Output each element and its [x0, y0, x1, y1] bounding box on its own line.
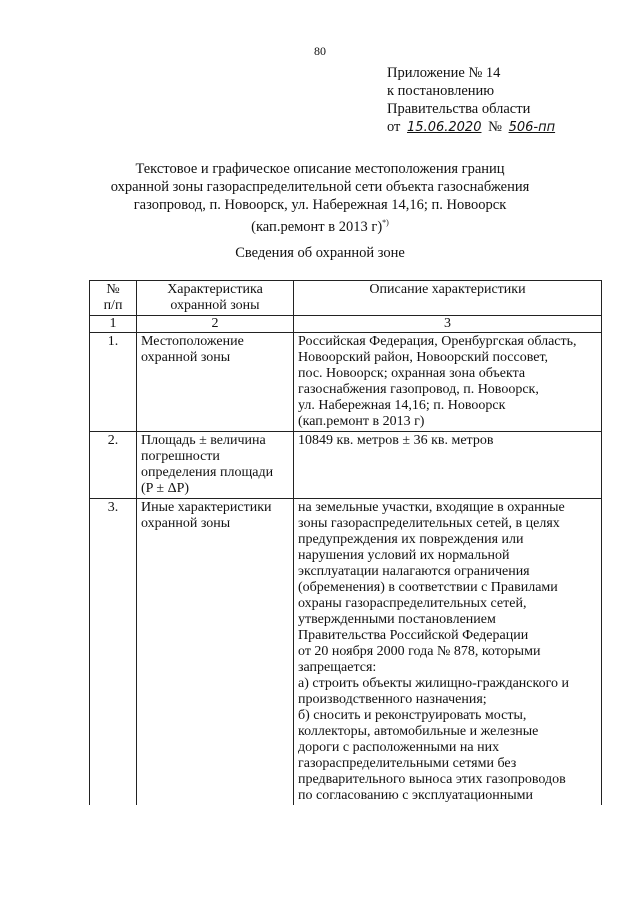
col-number-1: 1 [90, 316, 137, 333]
col-number-2: 2 [137, 316, 294, 333]
row-characteristic: Площадь ± величина погрешности определения площади (P ± ΔP) [137, 432, 294, 499]
appendix-header [387, 64, 558, 137]
date-prefix: от [387, 119, 401, 135]
row-description: 10849 кв. метров ± 36 кв. метров [294, 432, 602, 499]
footnote-mark: *) [382, 218, 389, 227]
page-number: 80 [314, 44, 326, 58]
row-number: 1. [90, 333, 137, 432]
row-description: Российская Федерация, Оренбургская область, Новоорский район, Новоорский поссовет, пос. Новоорск; охранная зона объекта газоснабжения газопровод, п. Новоорск, ул. Набережная 14,16; п. Новоорск (кап.ремонт в 2013 г) [294, 333, 602, 432]
header-description: Описание характеристики [294, 281, 602, 316]
title-line-2: охранной зоны газораспределительной сети объекта газоснабжения [110, 179, 530, 195]
title-line-3: газопровод, п. Новоорск, ул. Набережная 14,16; п. Новоорск [133, 197, 507, 213]
title-line-4-text: (кап.ремонт в 2013 г) [251, 218, 383, 235]
handwritten-date: 15.06.2020 [407, 120, 482, 135]
table-row [90, 333, 602, 432]
handwritten-number: 506-пп [508, 120, 556, 135]
row-characteristic: Местоположение охранной зоны [137, 333, 294, 432]
row-characteristic: Иные характеристики охранной зоны [137, 499, 294, 806]
row-number: 3. [90, 499, 137, 806]
number-prefix: № [488, 119, 502, 135]
header-characteristic: Характеристика охранной зоны [137, 281, 294, 316]
appendix-date-line [387, 118, 558, 137]
table-header-row [90, 281, 602, 316]
section-subtitle: Сведения об охранной зоне [235, 245, 405, 261]
appendix-line-1: Приложение № 14 [387, 65, 501, 81]
appendix-line-2: к постановлению [387, 83, 495, 99]
row-number: 2. [90, 432, 137, 499]
row-description: на земельные участки, входящие в охранные зоны газораспределительных сетей, в целях предупреждения их повреждения или нарушения условий их нормальной эксплуатации налагаются ограничения (обременения) в соответствии с Правилами охраны газораспределительных сетей, утвержденными постановлением Правительства Российской Федерации от 20 ноября 2000 года № 878, которыми запрещается: а) строить объекты жилищно-гражданского и производственного назначения; б) сносить и реконструировать мосты, коллекторы, автомобильные и железные дороги с расположенными на них газораспределительными сетями без предварительного выноса этих газопроводов по согласованию с эксплуатационными [294, 499, 602, 806]
document-title [0, 160, 640, 236]
appendix-line-3: Правительства области [387, 101, 531, 117]
title-line-1: Текстовое и графическое описание местоположения границ [135, 161, 505, 177]
column-number-row [90, 316, 602, 333]
header-num: № п/п [90, 281, 137, 316]
title-line-4 [0, 214, 640, 236]
table-row [90, 499, 602, 806]
table-row [90, 432, 602, 499]
col-number-3: 3 [294, 316, 602, 333]
zone-info-table [89, 280, 602, 805]
